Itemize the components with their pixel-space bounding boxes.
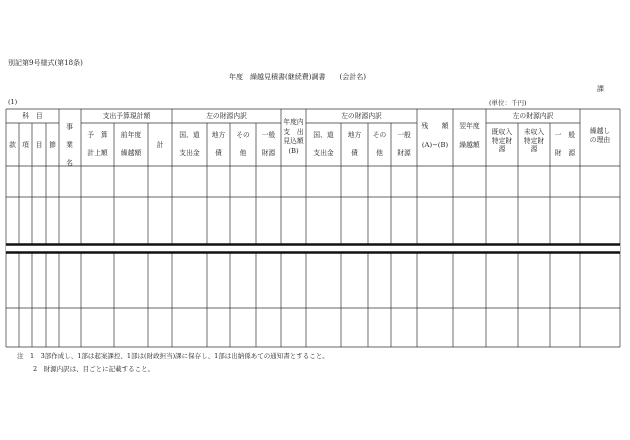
header-budget-group: 支出予算現計額: [102, 112, 151, 120]
header-ippan-zaigen-2: 一般 財源: [397, 131, 411, 157]
form-reference: 別記第9号様式(第18条): [8, 59, 83, 67]
unit-label: (単位：千円): [489, 99, 527, 107]
header-mikomi-gaku: 年度内 支 出 見込額 (B): [283, 118, 304, 155]
header-setsu: 節: [49, 141, 56, 149]
header-ippan-zaigen-3: 一 般 財 源: [554, 131, 576, 157]
header-zangaku: 残 額 (A)−(B): [421, 122, 449, 149]
document-title: 年度 繰越見積書(継続費)調書 (会計名): [229, 73, 366, 81]
header-zaigen-group-3: 左の財源内訳: [512, 112, 554, 120]
header-zennendo-kurikoshi: 前年度 繰越額: [120, 131, 142, 157]
header-yokunendo-kurikoshi: 翌年度 繰越額: [459, 122, 480, 149]
note-1: 注 1 3部作成し、1部は起案課控、1部は(財政担当)課に保存し、1部は出納係あての通知書とすること。: [17, 352, 329, 360]
header-sonota-2: その 他: [372, 131, 387, 157]
header-jigyo-name: 事 業 名: [66, 123, 73, 167]
header-yosan-keijo: 予 算 計上額: [87, 131, 108, 157]
header-sonota-1: その 他: [236, 131, 250, 157]
department-label: 課: [597, 85, 604, 93]
header-kou: 項: [22, 141, 29, 149]
header-mishunyu-tokutei: 未収入 特定財 源: [523, 128, 545, 153]
header-zaigen-group-2: 左の財源内訳: [341, 112, 382, 120]
note-2: 2 財源内訳は、目ごとに記載すること。: [33, 365, 155, 373]
header-chihosai-2: 地方 債: [347, 131, 362, 157]
header-zaigen-group-1: 左の財源内訳: [206, 112, 247, 120]
table-number: (1): [8, 98, 18, 106]
header-kuni-shishutsukin-1: 国、道 支出金: [179, 131, 200, 157]
header-ippan-zaigen-1: 一般 財源: [261, 131, 276, 157]
header-kuni-shishutsukin-2: 国、道 支出金: [313, 131, 334, 157]
header-moku: 目: [35, 141, 43, 149]
header-kurikoshi-riyu: 繰越し の理由: [589, 127, 611, 144]
header-kan: 款: [9, 141, 16, 149]
header-chihosai-1: 地方 債: [211, 131, 226, 157]
header-kishunyu-tokutei: 既収入 特定財 源: [491, 128, 513, 153]
header-kamoku: 科 目: [22, 112, 43, 120]
header-kei: 計: [156, 141, 164, 149]
